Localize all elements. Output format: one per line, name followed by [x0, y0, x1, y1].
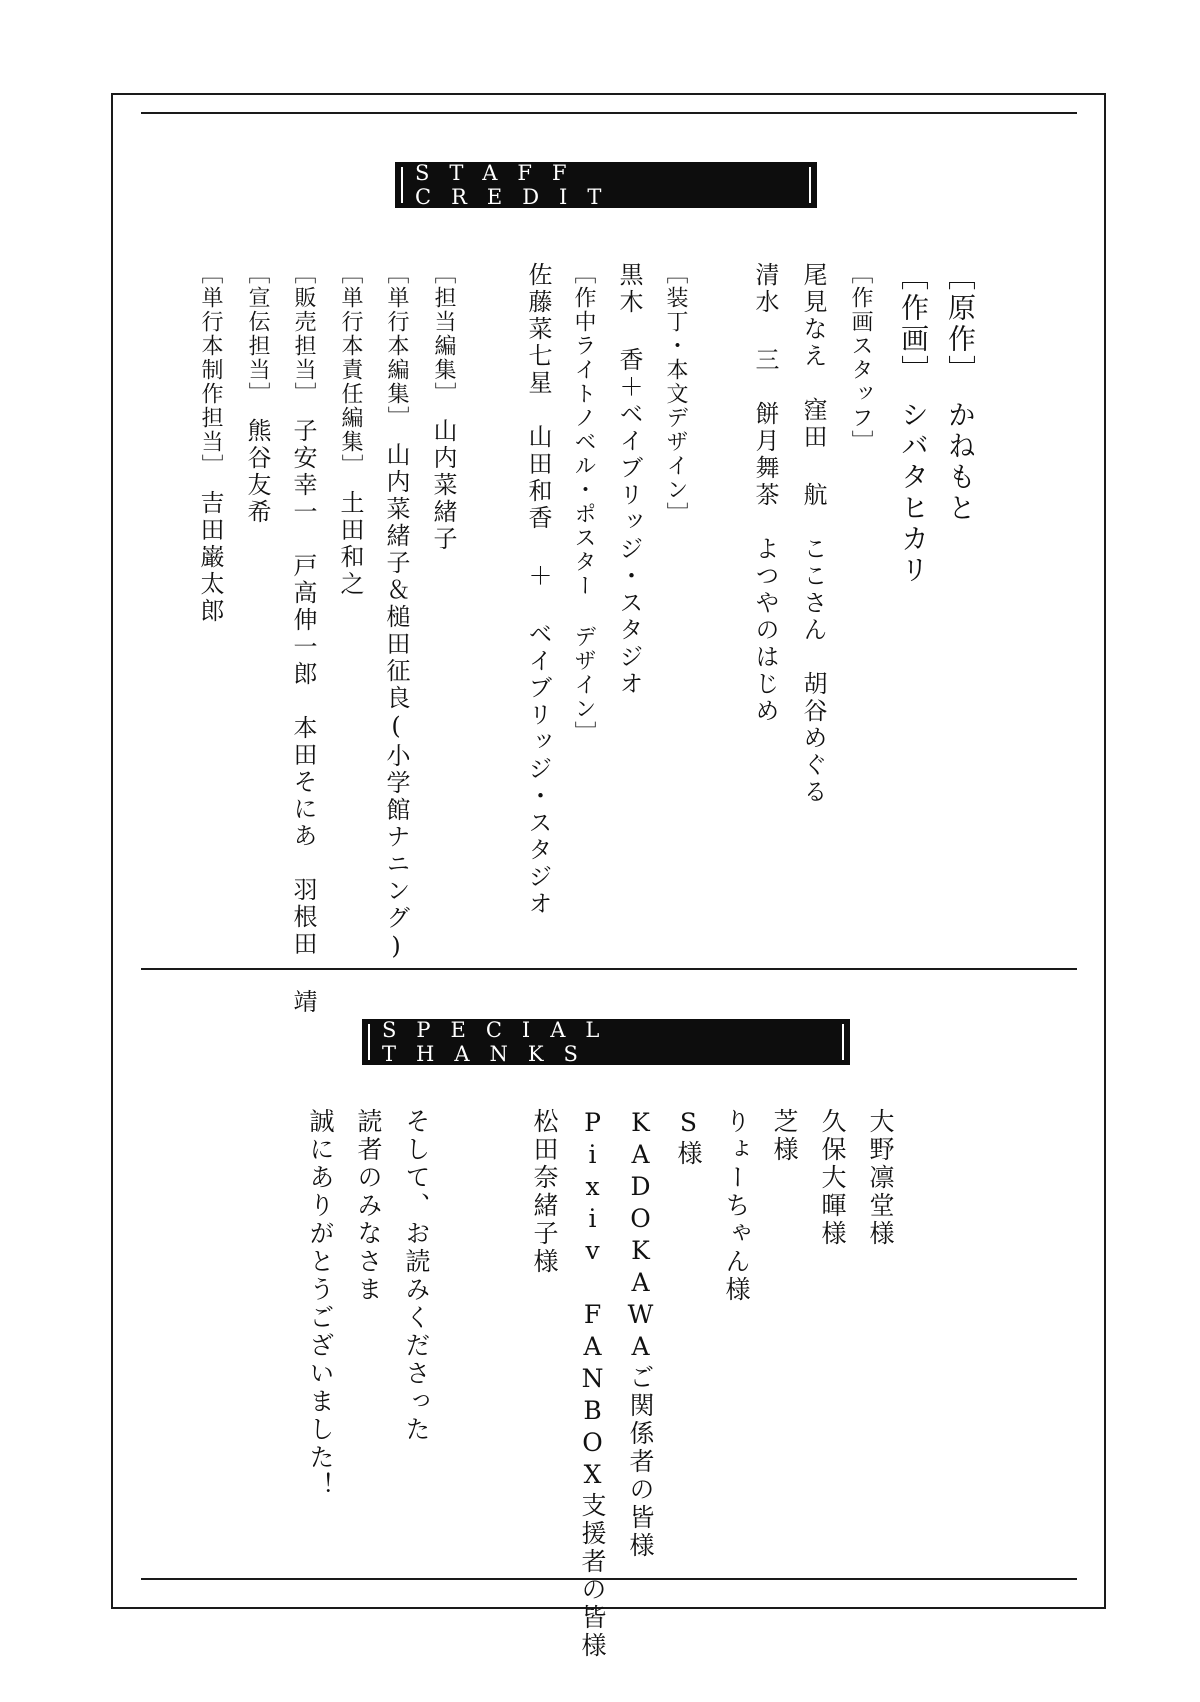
- thanks-item: 芝様: [770, 1108, 799, 1164]
- credit-editor-value: 山内菜緒子: [429, 418, 457, 553]
- thanks-closing-line: そして、お読みくださった: [402, 1108, 431, 1444]
- credit-book-chief-editor: [338, 262, 362, 598]
- middle-rule: [141, 968, 1077, 970]
- staff-credit-banner: [395, 162, 817, 208]
- credit-editor-label: ［担当編集］: [431, 262, 456, 406]
- credit-editor: [431, 262, 455, 553]
- credit-book-editing-value: 山内菜緒子＆槌田征良(小学館ナニング): [382, 442, 410, 963]
- credit-sales-value: 子安幸一 戸高伸一郎 本田そにあ 羽根田 靖: [289, 418, 317, 1016]
- credit-book-chief-editor-value: 土田和之: [336, 490, 364, 598]
- credit-promotion-label: ［宣伝担当］: [245, 262, 270, 406]
- credit-production-value: 吉田巌太郎: [196, 490, 224, 625]
- credit-poster-design-label: ［作中ライトノベル・ポスター デザイン］: [571, 262, 596, 745]
- staff-credit-title: STAFF CREDIT: [415, 161, 622, 209]
- credit-art-label: ［作画］: [897, 262, 930, 386]
- credit-book-chief-editor-label: ［単行本責任編集］: [338, 262, 363, 478]
- special-thanks-banner: [362, 1019, 850, 1065]
- credit-art-value: シバタヒカリ: [897, 400, 930, 586]
- credit-original: [944, 262, 977, 524]
- thanks-item: Pixiv FANBOX支援者の皆様: [578, 1108, 607, 1660]
- credit-original-label: ［原作］: [944, 262, 977, 386]
- credit-art-staff-line2: 清水 三 餅月舞茶 よつやのはじめ: [751, 262, 779, 725]
- thanks-item: 松田奈緒子様: [530, 1108, 559, 1276]
- credit-sales: [291, 262, 315, 1016]
- thanks-closing-line: 誠にありがとうございました！: [306, 1108, 335, 1500]
- credit-art-staff-line1: 尾見なえ 窪田 航 ここさん 胡谷めぐる: [799, 262, 827, 806]
- credit-production: [198, 262, 222, 625]
- thanks-closing-line: 読者のみなさま: [354, 1108, 383, 1304]
- bottom-rule: [141, 1578, 1077, 1580]
- credit-original-value: かねもと: [944, 400, 977, 524]
- thanks-item: S様: [674, 1108, 703, 1168]
- credit-design-value: 黒木 香＋ベイブリッジ・スタジオ: [615, 262, 643, 698]
- credit-design-label: ［装丁・本文デザイン］: [663, 262, 688, 526]
- thanks-item: 大野凛堂様: [866, 1108, 895, 1248]
- credit-sales-label: ［販売担当］: [291, 262, 316, 406]
- credit-promotion-value: 熊谷友希: [243, 418, 271, 526]
- credit-poster-design-value: 佐藤菜七星 山田和香 ＋ ベイブリッジ・スタジオ: [524, 262, 552, 918]
- thanks-item: 久保大暉様: [818, 1108, 847, 1248]
- special-thanks-title: SPECIAL THANKS: [382, 1018, 620, 1066]
- credit-art-staff-label: ［作画スタッフ］: [848, 262, 873, 454]
- thanks-item: KADOKAWAご関係者の皆様: [626, 1108, 655, 1560]
- thanks-item: りょーちゃん様: [722, 1108, 751, 1304]
- credit-promotion: [245, 262, 269, 526]
- top-rule: [141, 112, 1077, 114]
- credit-book-editing-label: ［単行本編集］: [384, 262, 409, 430]
- credit-production-label: ［単行本制作担当］: [198, 262, 223, 478]
- credit-art: [897, 262, 930, 586]
- credit-book-editing: [384, 262, 408, 963]
